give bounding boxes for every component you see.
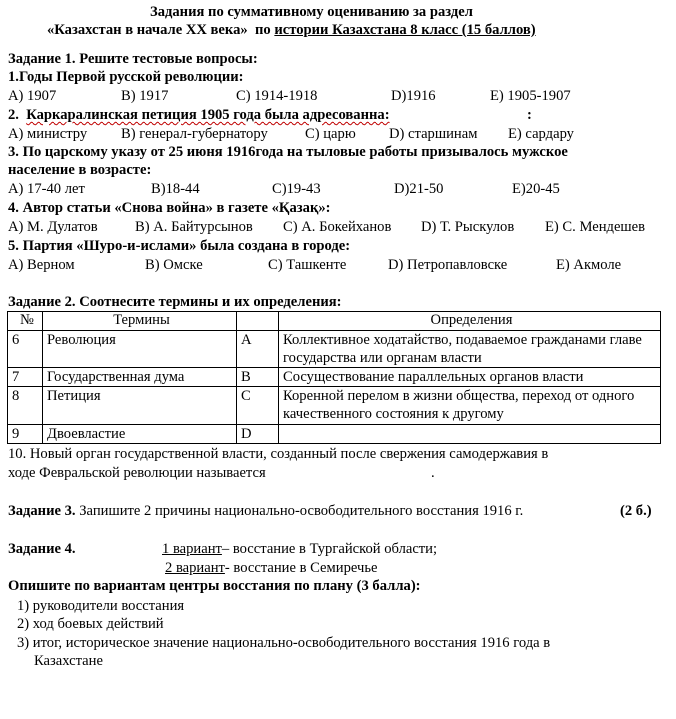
header-by: по — [254, 22, 271, 38]
q4-option-d: D) Т. Рыскулов — [421, 219, 515, 235]
header-terms: Термины — [43, 312, 237, 331]
q2-option-b: В) генерал-губернатору — [121, 126, 268, 142]
task2-title: Задание 2. Соотнесите термины и их определения: — [8, 294, 342, 310]
row-num: 9 — [8, 425, 43, 444]
header-section-name: «Казахстан в начале XX века» — [47, 22, 248, 38]
q4-option-a — [8, 218, 98, 237]
q2-text: Каркаралинская петиция 1905 года была адресованна: — [26, 107, 390, 123]
q1-option-a: А) 1907 — [8, 88, 57, 104]
q3-option-a: А) 17-40 лет — [8, 181, 85, 197]
table-row — [8, 368, 661, 387]
q3-text-line1: 3. По царскому указу от 25 июня 1916года на тыловые работы призывалось мужское — [8, 144, 568, 160]
q5-text: 5. Партия «Шуро-и-ислами» была создана в городе: — [8, 238, 351, 254]
q4-option-e: E) С. Мендешев — [545, 219, 646, 235]
q4-option-c: С) А. Бокейханов — [283, 219, 392, 235]
q2-option-c: С) царю — [305, 126, 356, 142]
q5-option-b: В) Омске — [145, 257, 203, 273]
task1-title: Задание 1. Решите тестовые вопросы: — [8, 51, 258, 67]
q2-colon: : — [527, 107, 532, 123]
q10-answer-dot: . — [431, 465, 435, 481]
row-num: 8 — [8, 387, 43, 425]
q10-line1: 10. Новый орган государственной власти, созданный после свержения самодержавия в — [8, 446, 549, 462]
q3-option-e: E)20-45 — [512, 181, 560, 197]
task3-points: (2 б.) — [620, 503, 652, 519]
row-letter: С — [237, 387, 279, 425]
header-line1 — [150, 3, 473, 22]
row-num: 7 — [8, 368, 43, 387]
q5-option-c: С) Ташкенте — [268, 257, 347, 273]
variant2-label: 2 вариант — [165, 560, 225, 576]
row-definition: Коллективное ходатайство, подаваемое гражданами главе государства или органам власти — [279, 331, 661, 368]
row-definition: Коренной перелом в жизни общества, переход от одного качественного состояния к другому — [279, 387, 661, 425]
row-letter: А — [237, 331, 279, 368]
q1-text: 1.Годы Первой русской революции: — [8, 69, 244, 85]
row-letter: D — [237, 425, 279, 444]
plan-item-1: 1) руководители восстания — [17, 598, 185, 614]
table-header-row — [8, 312, 661, 331]
task4-variant1 — [162, 540, 437, 559]
header-title-part1: Задания по суммативному оцениванию за раздел — [150, 4, 473, 20]
q1-option-d: D)1916 — [391, 88, 436, 104]
q2-number: 2. — [8, 107, 19, 123]
table-row — [8, 331, 661, 368]
q2-option-e: E) сардару — [508, 126, 574, 142]
header-subject: истории Казахстана 8 класс (15 баллов) — [274, 22, 536, 38]
header-definitions: Определения — [279, 312, 661, 331]
q2-option-a: А) министру — [8, 126, 88, 142]
header-line2 — [47, 21, 536, 40]
q1-option-e: E) 1905-1907 — [490, 88, 571, 104]
q3-text-line2: население в возрасте: — [8, 162, 152, 178]
task4-instruction: Опишите по вариантам центры восстания по плану (3 балла): — [8, 578, 421, 594]
variant1-label: 1 вариант — [162, 541, 222, 557]
q4-option-a-text: А) М. Дулатов — [8, 219, 98, 235]
row-term: Двоевластие — [43, 425, 237, 444]
task4-label: Задание 4. — [8, 541, 76, 557]
row-term: Петиция — [43, 387, 237, 425]
q1-option-b: В) 1917 — [121, 88, 169, 104]
row-num: 6 — [8, 331, 43, 368]
task3-line — [8, 502, 523, 521]
q4-text: 4. Автор статьи «Снова война» в газете «Қазақ»: — [8, 200, 331, 216]
q5-option-e: E) Акмоле — [556, 257, 622, 273]
row-term: Государственная дума — [43, 368, 237, 387]
q5-option-a: А) Верном — [8, 257, 75, 273]
table-row — [8, 387, 661, 425]
header-num: № — [8, 312, 43, 331]
row-letter: В — [237, 368, 279, 387]
task3-text: Запишите 2 причины национально-освободительного восстания 1916 г. — [79, 503, 524, 519]
q1-option-c: С) 1914-1918 — [236, 88, 318, 104]
header-letter — [237, 312, 279, 331]
row-definition: Сосуществование параллельных органов власти — [279, 368, 661, 387]
plan-item-3-cont: Казахстане — [34, 653, 103, 669]
q2-text-line — [8, 106, 390, 125]
row-definition — [279, 425, 661, 444]
task3-label: Задание 3. — [8, 503, 76, 519]
task4-variant2 — [165, 559, 377, 578]
q4-option-b: В) А. Байтурсынов — [135, 219, 253, 235]
q10-line2: ходе Февральской революции называется — [8, 465, 266, 481]
q3-option-b: В)18-44 — [151, 181, 200, 197]
q5-option-d: D) Петропавловске — [388, 257, 508, 273]
variant1-text: – восстание в Тургайской области; — [221, 541, 438, 557]
q2-option-d: D) старшинам — [389, 126, 478, 142]
plan-item-2: 2) ход боевых действий — [17, 616, 164, 632]
variant2-text: - восстание в Семиречье — [224, 560, 378, 576]
table-row — [8, 425, 661, 444]
q3-option-d: D)21-50 — [394, 181, 444, 197]
plan-item-3: 3) итог, историческое значение национально-освободительного восстания 1916 года в — [17, 635, 551, 651]
q3-option-c: С)19-43 — [272, 181, 321, 197]
row-term: Революция — [43, 331, 237, 368]
matching-table — [7, 311, 661, 444]
